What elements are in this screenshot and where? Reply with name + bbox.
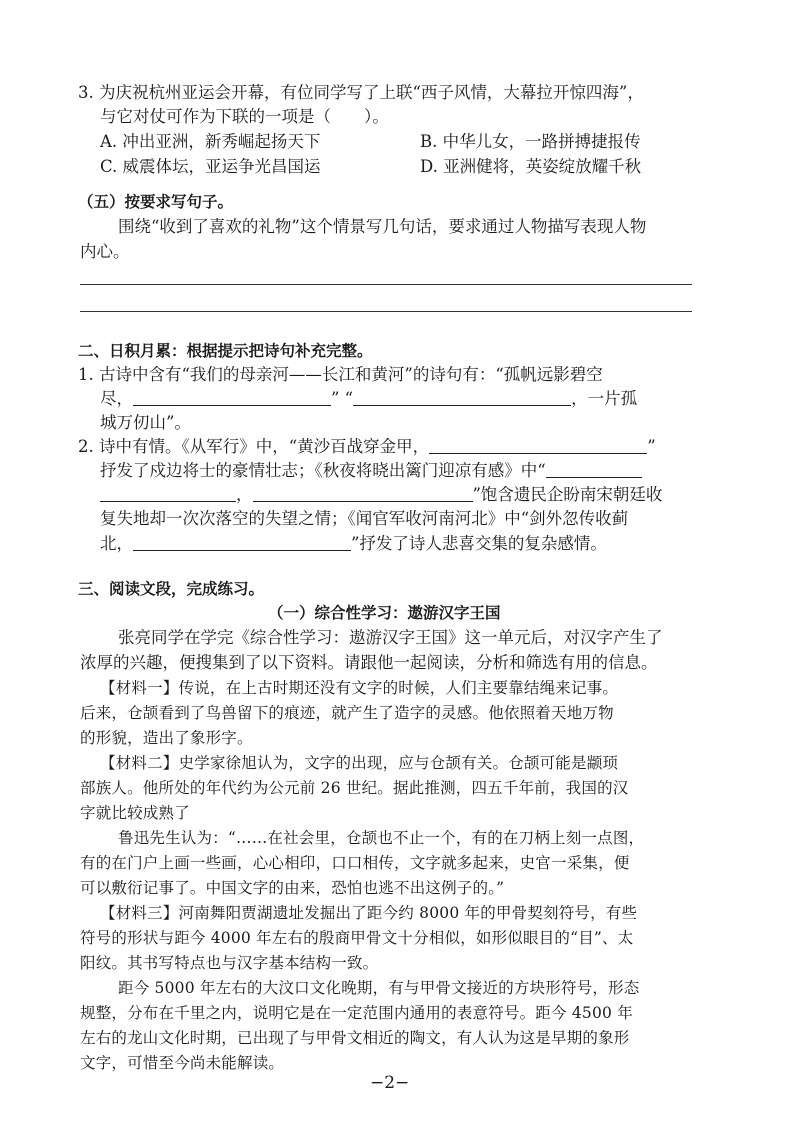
q1-line3: 城万仞山”。 — [100, 413, 191, 432]
writing-line-2[interactable] — [80, 311, 692, 312]
page-number: −2− — [370, 1073, 410, 1093]
q3-option-d: D. 亚洲健将，英姿绽放耀千秋 — [420, 157, 642, 176]
q2-line3 — [100, 484, 662, 506]
q1-text-a: 尽， — [100, 389, 133, 408]
q2-text-2a: 抒发了戍边将士的豪情壮志；《秋夜将晓出篱门迎凉有感》中“ — [100, 461, 546, 480]
q3-option-c: C. 威震体坛，亚运争光昌国运 — [100, 157, 321, 176]
q3-option-a: A. 冲出亚洲，新秀崛起扬天下 — [100, 132, 321, 151]
q2-text-1a: 2. 诗中有情。《从军行》中，“黄沙百战穿金甲， — [78, 437, 430, 456]
luxun-line-1: 鲁迅先生认为：“……在社会里，仓颉也不止一个，有的在刀柄上刻一点图， — [118, 829, 645, 847]
material3b-line-3: 左右的龙山文化时期，已出现了与甲骨文相近的陶文，有人认为这是早期的象形 — [80, 1029, 630, 1047]
material3b-line-1: 距今 5000 年左右的大汶口文化晚期，有与甲骨文接近的方块形符号，形态 — [118, 979, 640, 997]
q2-text-1b: ” — [647, 437, 656, 456]
material1-line-3: 的形貌，造出了象形字。 — [80, 729, 253, 747]
poem-blank-1[interactable] — [133, 389, 331, 406]
material3b-line-2: 规整，分布在千里之内，说明它是在一定范围内通用的表意符号。距今 4500 年 — [80, 1004, 633, 1022]
luxun-line-3: 可以敷衍记事了。中国文字的由来，恐怕也逃不出这例子的。” — [80, 879, 505, 897]
material2-line-3: 字就比较成熟了 — [80, 804, 190, 822]
part5-line1: 围绕“收到了喜欢的礼物”这个情景写几句话，要求通过人物描写表现人物 — [118, 217, 647, 236]
section3-heading: 三、阅读文段，完成练习。 — [78, 580, 265, 598]
section2-heading: 二、日积月累：根据提示把诗句补充完整。 — [78, 342, 373, 360]
material2-line-1: 【材料二】史学家徐旭认为，文字的出现，应与仓颉有关。仓颉可能是颛顼 — [100, 754, 619, 772]
material3-line-1: 【材料三】河南舞阳贾湖遗址发掘出了距今约 8000 年的甲骨契刻符号，有些 — [100, 904, 638, 922]
luxun-line-2: 有的在门户上画一些画，心心相印，口口相传，文字就多起来，史官一采集，便 — [80, 854, 630, 872]
q2-text-5b: ”抒发了诗人悲喜交集的复杂感情。 — [351, 534, 607, 553]
q2-line1 — [78, 436, 656, 458]
q1-text-c: ，一片孤 — [571, 389, 638, 408]
intro-line-1: 张亮同学在学完《综合性学习：遨游汉字王国》这一单元后，对汉字产生了 — [118, 628, 663, 647]
intro-line-2: 浓厚的兴趣，便搜集到了以下资料。请跟他一起阅读，分析和筛选有用的信息。 — [80, 653, 658, 672]
q1-line2 — [100, 388, 637, 410]
part5-heading: （五）按要求写句子。 — [78, 193, 234, 211]
q2-text-3b: ”饱含遗民企盼南宋朝廷收 — [472, 485, 663, 504]
poem-blank-5[interactable] — [100, 485, 236, 502]
poem-blank-4[interactable] — [546, 461, 642, 478]
q2-text-3a: ， — [236, 485, 253, 504]
q3-line1: 3. 为庆祝杭州亚运会开幕，有位同学写了上联“西子风情，大幕拉开惊四海”， — [78, 83, 644, 102]
q1-line1: 1. 古诗中含有“我们的母亲河——长江和黄河”的诗句有：“孤帆远影碧空 — [78, 365, 603, 384]
material3-line-2: 符号的形状与距今 4000 年左右的殷商甲骨文十分相似，如形似眼目的“目”、太 — [80, 929, 634, 947]
material2-line-2: 部族人。他所处的年代约为公元前 26 世纪。据此推测，四五千年前，我国的汉 — [80, 779, 629, 797]
material3b-line-4: 文字，可惜至今尚未能解读。 — [80, 1054, 285, 1072]
poem-blank-2[interactable] — [353, 389, 571, 406]
q3-line2: 与它对仗可作为下联的一项是（ ）。 — [100, 107, 389, 126]
q2-line5 — [100, 533, 607, 555]
poem-blank-7[interactable] — [133, 534, 351, 551]
writing-line-1[interactable] — [80, 284, 692, 285]
q2-line4: 复失地却一次次落空的失望之情；《闻官军收河南河北》中“剑外忽传收蓟 — [100, 509, 629, 528]
q1-text-b: ” “ — [331, 389, 354, 408]
poem-blank-3[interactable] — [429, 437, 647, 454]
q3-option-b: B. 中华儿女，一路拼搏捷报传 — [420, 132, 641, 151]
material1-line-2: 后来，仓颉看到了鸟兽留下的痕迹，就产生了造字的灵感。他依照着天地万物 — [80, 704, 614, 722]
material1-line-1: 【材料一】传说，在上古时期还没有文字的时候，人们主要靠结绳来记事。 — [100, 679, 619, 697]
poem-blank-6[interactable] — [253, 485, 473, 502]
q2-text-5a: 北， — [100, 534, 133, 553]
q2-line2 — [100, 460, 642, 482]
material3-line-3: 阳纹。其书写特点也与汉字基本结构一致。 — [80, 954, 379, 972]
section3-subheading: （一）综合性学习：遨游汉字王国 — [268, 604, 501, 622]
part5-line2: 内心。 — [80, 242, 130, 261]
